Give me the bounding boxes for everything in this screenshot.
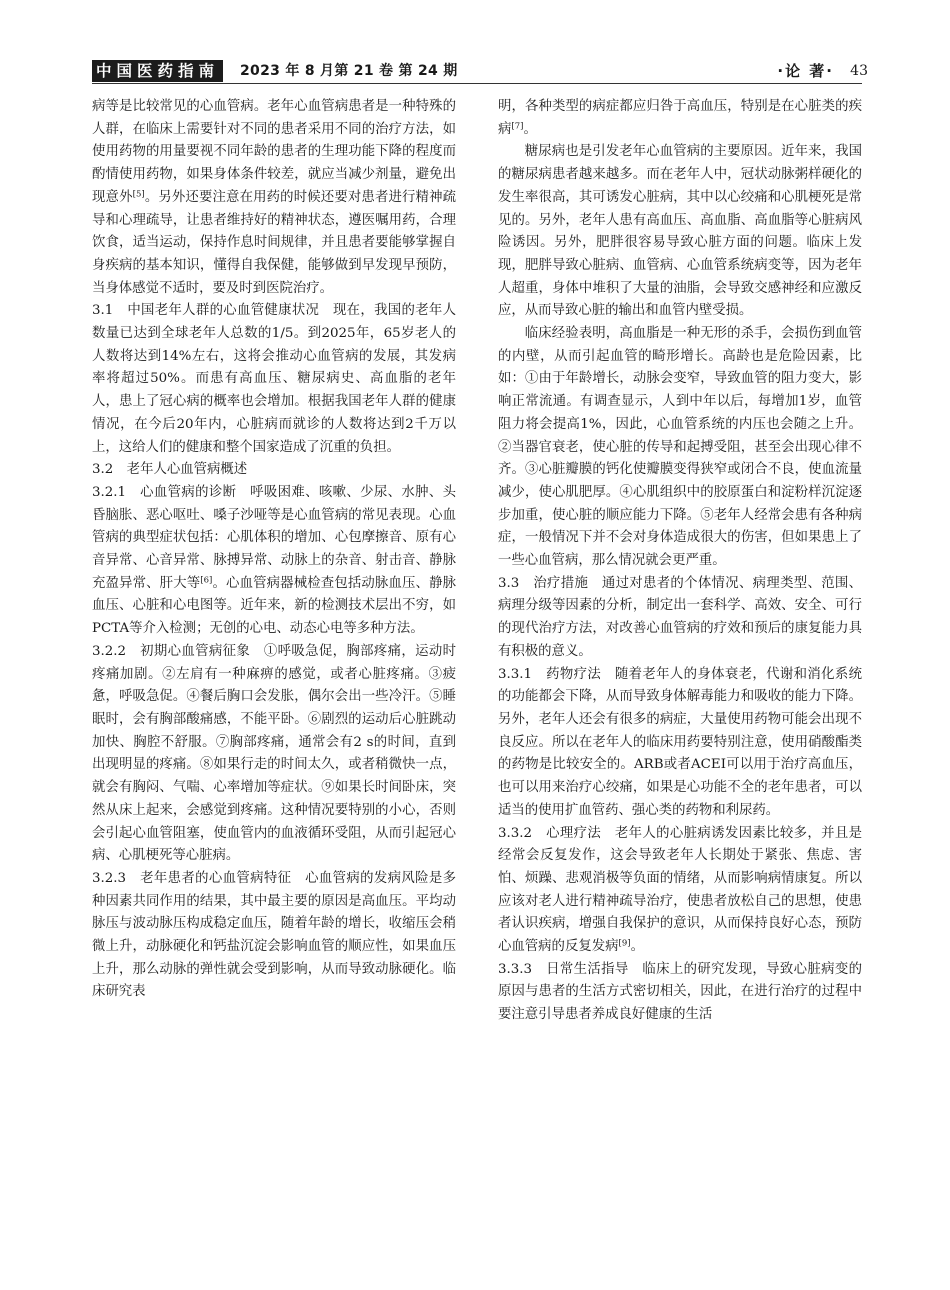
paragraph-diabetes: 糖尿病也是引发老年心血管病的主要原因。近年来，我国的糖尿病患者越来越多。而在老年人中，冠状动脉粥样硬化的发生率很高，其可诱发心脏病，其中以心绞痛和心肌梗死是常见的。另外，老年人患有高血压、高血脂、高血脂等心脏病风险诱因。另外，肥胖很容易导致心脏方面的问题。临床上发现，肥胖导致心脏病、血管病、心血管系统病变等，因为老年人超重，身体中堆积了大量的油脂，会导致交感神经和应激反应，从而导致心脏的输出和血管内壁受损。 xyxy=(498,144,862,319)
citation-ref: [9] xyxy=(618,938,631,949)
section-3-3: 3.3 治疗措施 通过对患者的个体情况、病理类型、范围、病理分级等因素的分析，制定出一套科学、高效、安全、可行的现代治疗方法，对改善心血管病的疗效和预后的康复能力具有积极的意义。 xyxy=(498,575,862,659)
paragraph: 明，各种类型的病症都应归咎于高血压，特别是在心脏类的疾病[7]。 xyxy=(498,99,862,137)
left-column xyxy=(92,96,456,1246)
journal-name: 中国医药指南 xyxy=(92,60,223,82)
section-label: ·论 著· xyxy=(777,62,834,80)
section-3-3-3: 3.3.3 日常生活指导 临床上的研究发现，导致心脏病变的原因与患者的生活方式密切相关，因此，在进行治疗的过程中要注意引导患者养成良好健康的生活 xyxy=(498,961,862,1023)
page-header xyxy=(92,60,868,82)
paragraph-hyperlipidemia: 临床经验表明，高血脂是一种无形的杀手，会损伤到血管的内壁，从而引起血管的畸形增长。高龄也是危险因素，比如：①由于年龄增长，动脉会变窄，导致血管的阻力变大，影响正常流通。有调查显示，人到中年以后，每增加1岁，血管阻力将会提高1%，因此，心血管系统的内压也会随之上升。②当器官衰老，使心脏的传导和起搏受阻，甚至会出现心律不齐。③心脏瓣膜的钙化使瓣膜变得狭窄或闭合不良，使血流量减少，使心肌肥厚。④心肌组织中的胶原蛋白和淀粉样沉淀逐步加重，使心脏的顺应能力下降。⑤老年人经常会患有各种病症，一般情况下并不会对身体造成很大的伤害，但如果患上了一些心血管病，那么情况就会更严重。 xyxy=(498,326,862,569)
citation-ref: [5] xyxy=(132,189,145,200)
section-3-2-3: 3.2.3 老年患者的心血管病特征 心血管病的发病风险是多种因素共同作用的结果，其中最主要的原因是高血压。平均动脉压与波动脉压构成稳定血压，随着年龄的增长，收缩压会稍微上升，动脉硬化和钙盐沉淀会影响血管的顺应性，如果血压上升，那么动脉的弹性就会受到影响，从而导致动脉硬化。临床研究表 xyxy=(92,870,456,1000)
citation-ref: [6] xyxy=(200,575,213,586)
section-3-1: 3.1 中国老年人群的心血管健康状况 现在，我国的老年人数量已达到全球老年人总数的1/5。到2025年，65岁老人的人数将达到14%左右，这将会推动心血管病的发展，其发病率将超过50%。而患有高血压、糖尿病史、高血脂的老年人，患上了冠心病的概率也会增加。根据我国老年人群的健康情况，在今后20年内，心脏病而就诊的人数将达到2千万以上，这给人们的健康和整个国家造成了沉重的负担。 xyxy=(92,303,456,455)
header-rule xyxy=(92,83,862,84)
paragraph: 病等是比较常见的心血管病。老年心血管病患者是一种特殊的人群，在临床上需要针对不同的患者采用不同的治疗方法，如使用药物的用量要视不同年龄的患者的生理功能下降的程度而酌情使用药物，如果身体条件较差，就应当减少剂量，避免出现意外[5]。另外还要注意在用药的时候还要对患者进行精神疏导和心理疏导，让患者维持好的精神状态，遵医嘱用药，合理饮食，适当运动，保持作息时间规律，并且患者要能够掌握自身疾病的基本知识，懂得自我保健，能够做到早发现早预防，当身体感觉不适时，要及时到医院治疗。 xyxy=(92,99,456,296)
issue-info: 2023 年 8 月第 21 卷 第 24 期 xyxy=(240,63,458,79)
citation-ref: [7] xyxy=(511,121,524,132)
section-3-2-heading: 3.2 老年人心血管病概述 xyxy=(92,462,248,478)
section-3-3-2: 3.3.2 心理疗法 老年人的心脏病诱发因素比较多，并且是经常会反复发作，这会导致老年人长期处于紧张、焦虑、害怕、烦躁、悲观消极等负面的情绪，从而影响病情康复。所以应该对老人进行精神疏导治疗，使患者放松自己的思想，使患者认识疾病，增强自我保护的意识，从而保持良好心态，预防心血管病的反复发病[9]。 xyxy=(498,825,862,955)
section-3-3-1: 3.3.1 药物疗法 随着老年人的身体衰老，代谢和消化系统的功能都会下降，从而导致身体解毒能力和吸收的能力下降。另外，老年人还会有很多的病症，大量使用药物可能会出现不良反应。所以在老年人的临床用药要特别注意，使用硝酸酯类的药物是比较安全的。ARB或者ACEI可以用于治疗高血压，也可以用来治疗心绞痛，如果是心功能不全的老年患者，可以适当的使用扩血管药、强心类的药物和利尿药。 xyxy=(498,666,862,818)
section-3-2-2: 3.2.2 初期心血管病征象 ①呼吸急促，胸部疼痛，运动时疼痛加剧。②左肩有一种麻痹的感觉，或者心脏疼痛。③疲惫，呼吸急促。④餐后胸口会发胀，偶尔会出一些冷汗。⑤睡眠时，会有胸部酸痛感，不能平卧。⑥剧烈的运动后心脏跳动加快、胸腔不舒服。⑦胸部疼痛，通常会有2 s的时间，直到出现明显的疼痛。⑧如果行走的时间太久，或者稍微快一点，就会有胸闷、气喘、心率增加等症状。⑨如果长时间卧床，突然从床上起来，会感觉到疼痛。这种情况要特别的小心，否则会引起心血管阻塞，使血管内的血液循环受阻，从而引起冠心病、心肌梗死等心脏病。 xyxy=(92,643,456,864)
page-number: 43 xyxy=(850,63,868,79)
right-column xyxy=(498,96,862,1246)
section-3-2-1: 3.2.1 心血管病的诊断 呼吸困难、咳嗽、少尿、水肿、头昏脑胀、恶心呕吐、嗓子沙哑等是心血管病的常见表现。心血管病的典型症状包括：心肌体积的增加、心包摩擦音、原有心音异常、心音异常、脉搏异常、动脉上的杂音、射击音、静脉充盈异常、肝大等[6]。心血管病器械检查包括动脉血压、静脉血压、心脏和心电图等。近年来，新的检测技术层出不穷，如PCTA等介入检测；无创的心电、动态心电等多种方法。 xyxy=(92,484,456,637)
